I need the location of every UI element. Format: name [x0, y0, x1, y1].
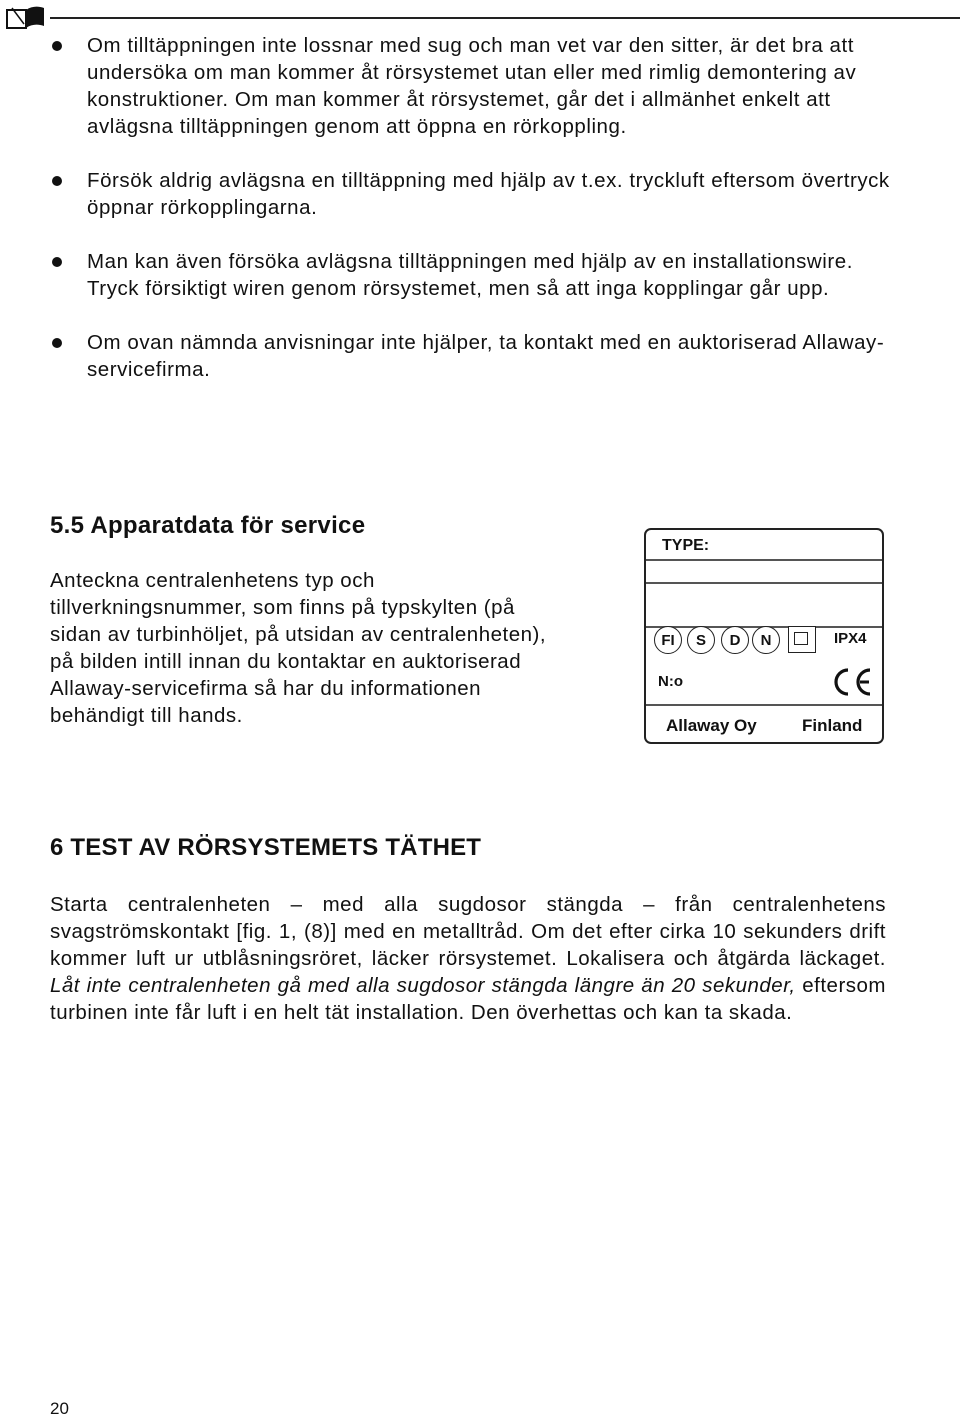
manufacturer: Allaway Oy: [666, 716, 757, 735]
divider: [646, 559, 882, 561]
list-item: [50, 167, 900, 221]
warning-text: Låt inte centralenheten gå med alla sugdosor stängda längre än 20 sekunder,: [50, 974, 796, 997]
bullet-icon: [52, 257, 62, 267]
ip-rating: IPX4: [834, 630, 867, 647]
bullet-icon: [52, 176, 62, 186]
country-badge: S: [687, 626, 715, 654]
bullet-icon: [52, 338, 62, 348]
page-number: 20: [50, 1399, 69, 1418]
country-badge: N: [752, 626, 780, 654]
divider: [646, 582, 882, 584]
type-plate: [644, 528, 884, 744]
section-title: 5.5 Apparatdata för service: [50, 512, 366, 539]
list-item: [50, 329, 900, 383]
troubleshooting-list: [50, 32, 900, 410]
list-item-text: Om ovan nämnda anvisningar inte hjälper, ta kontakt med en auktoriserad Allaway-servicefirma.: [87, 331, 885, 381]
serial-label: N:o: [658, 673, 683, 690]
country-badge: D: [721, 626, 749, 654]
note-icon: [4, 4, 50, 30]
list-item-text: Om tilltäppningen inte lossnar med sug och man vet var den sitter, är det bra att undersöka om man kommer åt rörsystemet utan eller med rimlig demontering av konstruktioner. Om man kommer åt rörsystemet, går det i allmänhet enkelt att avlägsna tilltäppningen genom att öppna en rörkoppling.: [87, 34, 857, 138]
body-text: eftersom turbinen inte får luft i en helt tät installation. Den överhettas och kan ta skada.: [50, 974, 886, 1024]
country: Finland: [802, 716, 863, 735]
section-body: [50, 891, 886, 1026]
type-label: TYPE:: [662, 537, 710, 554]
list-item-text: Försök aldrig avlägsna en tilltäppning med hjälp av t.ex. tryckluft eftersom övertryck öppnar rörkopplingarna.: [87, 169, 890, 219]
section-title: 6 TEST AV RÖRSYSTEMETS TÄTHET: [50, 834, 482, 861]
double-insulation-icon: [788, 626, 816, 653]
ce-mark-icon: [828, 664, 876, 700]
divider: [646, 704, 882, 706]
list-item-text: Man kan även försöka avlägsna tilltäppningen med hjälp av en installationswire. Tryck försiktigt wiren genom rörsystemet, men så att inga kopplingar går upp.: [87, 250, 853, 300]
body-text: Starta centralenheten – med alla sugdosor stängda – från centralenhetens svagströmskontakt [fig. 1, (8)] med en metalltråd. Om det efter cirka 10 sekunders drift kommer luft ur utblåsningsröret, läcker rörsystemet. Lokalisera och åtgärda läckaget.: [50, 893, 886, 970]
country-badge: FI: [654, 626, 682, 654]
list-item: [50, 248, 900, 302]
section-body: Anteckna centralenhetens typ och tillverkningsnummer, som finns på typskylten (på sidan av turbinhöljet, på utsidan av centralenheten), på bilden intill innan du kontaktar en auktoriserad Allaway-servicefirma så har du informationen behändigt till hands.: [50, 569, 547, 727]
list-item: [50, 32, 900, 140]
header-rule: [50, 17, 960, 19]
bullet-icon: [52, 41, 62, 51]
